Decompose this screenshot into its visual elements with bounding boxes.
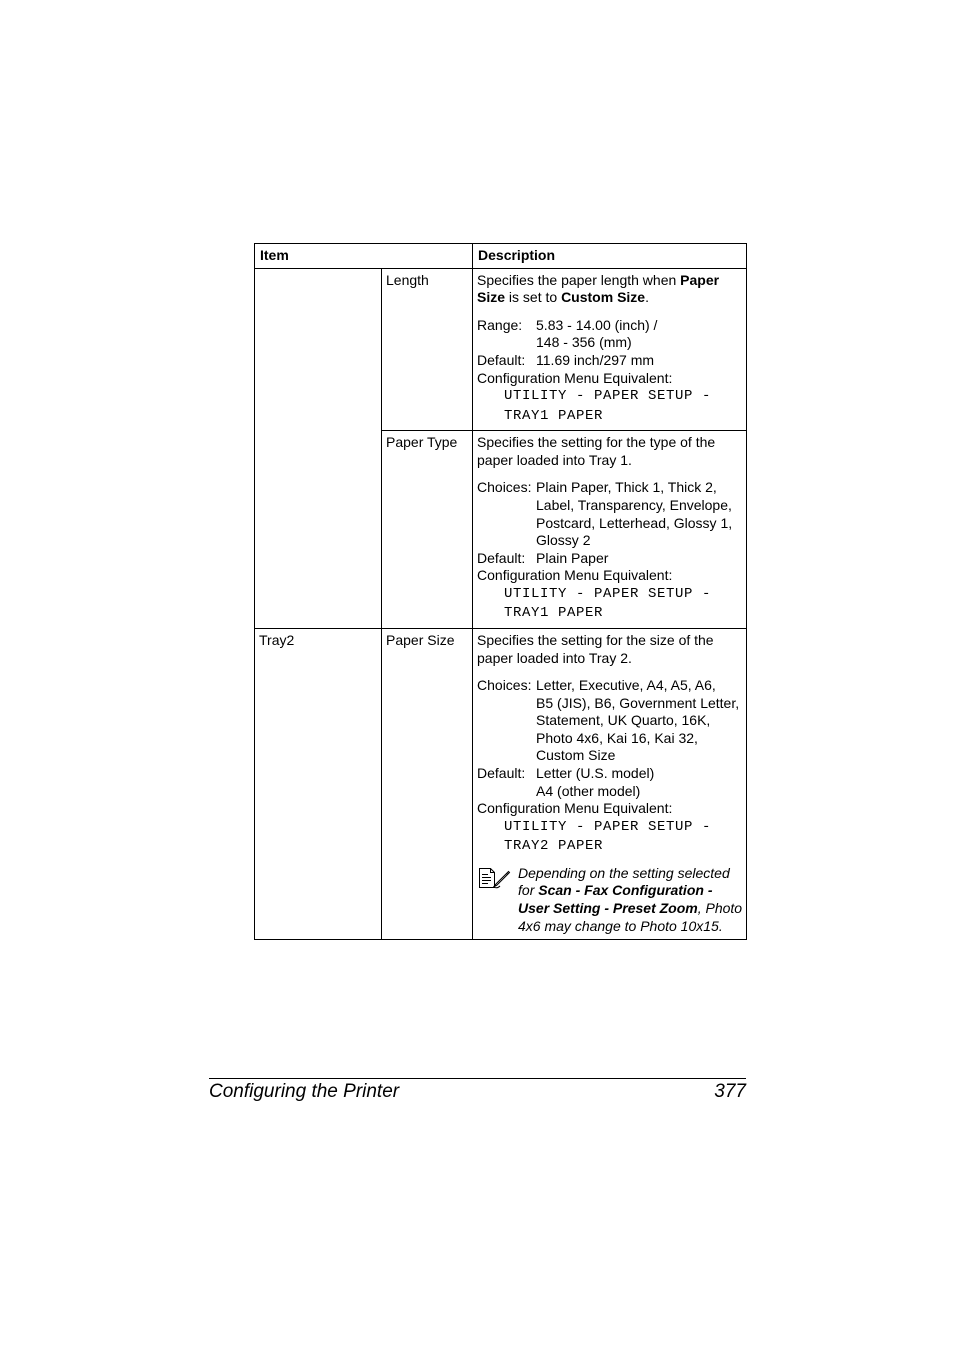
choices-value-cont: Label, Transparency, Envelope, bbox=[536, 496, 732, 513]
default-value: Letter (U.S. model) bbox=[536, 765, 655, 782]
page-number: 377 bbox=[714, 1081, 746, 1102]
config-path: UTILITY - PAPER SETUP - bbox=[504, 818, 712, 835]
intro-bold-value: Custom Size bbox=[561, 289, 646, 306]
default-line bbox=[477, 550, 743, 568]
table-header-row bbox=[255, 244, 747, 269]
default-label: Default: bbox=[477, 765, 526, 782]
config-label: Configuration Menu Equivalent: bbox=[477, 369, 673, 386]
footer-title: Configuring the Printer bbox=[209, 1081, 400, 1102]
intro-text: is set to bbox=[505, 289, 562, 306]
header-description: Description bbox=[473, 244, 747, 269]
choices-line bbox=[477, 479, 743, 497]
description-intro: Specifies the setting for the size of the paper loaded into Tray 2. bbox=[477, 631, 714, 666]
config-path: UTILITY - PAPER SETUP - bbox=[504, 388, 712, 405]
item-cell: Tray2 bbox=[255, 628, 382, 939]
choices-value-cont: Glossy 2 bbox=[536, 532, 591, 549]
item-cell bbox=[255, 268, 382, 628]
choices-label: Choices: bbox=[477, 677, 532, 694]
note-pencil-icon bbox=[477, 865, 518, 935]
choices-value-cont: Statement, UK Quarto, 16K, bbox=[536, 712, 711, 729]
range-line bbox=[477, 317, 743, 335]
description-cell bbox=[473, 268, 747, 431]
note-bold-menu-path: Scan - Fax Configuration - User Setting - Preset Zoom bbox=[518, 882, 713, 917]
choices-value-cont: Custom Size bbox=[536, 747, 616, 764]
note-text-part: Depending on the setting selected for bbox=[518, 864, 730, 899]
config-path-cont: TRAY1 PAPER bbox=[504, 407, 604, 424]
note-text bbox=[518, 865, 743, 935]
config-label: Configuration Menu Equivalent: bbox=[477, 567, 673, 584]
choices-label: Choices: bbox=[477, 479, 532, 496]
range-value-cont: 148 - 356 (mm) bbox=[536, 334, 632, 351]
config-label: Configuration Menu Equivalent: bbox=[477, 800, 673, 817]
choices-value: Plain Paper, Thick 1, Thick 2, bbox=[536, 479, 717, 496]
description-details bbox=[477, 677, 743, 935]
description-intro: Specifies the setting for the type of the paper loaded into Tray 1. bbox=[477, 434, 716, 468]
choices-line bbox=[477, 677, 743, 695]
config-path-cont: TRAY2 PAPER bbox=[504, 838, 604, 855]
choices-value-cont: Postcard, Letterhead, Glossy 1, bbox=[536, 514, 733, 531]
sub-item-cell: Paper Type bbox=[382, 431, 473, 629]
description-intro bbox=[477, 272, 743, 307]
config-path: UTILITY - PAPER SETUP - bbox=[504, 585, 712, 602]
description-cell bbox=[473, 431, 747, 629]
note-text-part: , Photo 4x6 may change to Photo 10x15. bbox=[518, 900, 743, 934]
choices-value-cont: Photo 4x6, Kai 16, Kai 32, bbox=[536, 729, 698, 746]
intro-bold-setting: Paper Size bbox=[477, 271, 720, 306]
default-value: 11.69 inch/297 mm bbox=[536, 351, 655, 368]
range-label: Range: bbox=[477, 316, 523, 333]
sub-item-cell: Length bbox=[382, 268, 473, 431]
sub-item-cell: Paper Size bbox=[382, 628, 473, 939]
choices-value-cont: B5 (JIS), B6, Government Letter, bbox=[536, 694, 740, 711]
table-row bbox=[255, 268, 747, 431]
description-details bbox=[477, 317, 743, 426]
default-value: Plain Paper bbox=[536, 549, 609, 566]
default-value-cont: A4 (other model) bbox=[536, 782, 641, 799]
default-line bbox=[477, 352, 743, 370]
config-path-cont: TRAY1 PAPER bbox=[504, 605, 604, 622]
default-line bbox=[477, 765, 743, 783]
description-details bbox=[477, 479, 743, 624]
header-item: Item bbox=[255, 244, 473, 269]
intro-text: . bbox=[645, 289, 649, 306]
intro-text: Specifies the paper length when bbox=[477, 271, 681, 288]
default-label: Default: bbox=[477, 351, 526, 368]
footer-divider bbox=[209, 1078, 746, 1079]
table-row bbox=[255, 628, 747, 939]
choices-value: Letter, Executive, A4, A5, A6, bbox=[536, 677, 716, 694]
note-box bbox=[477, 865, 743, 935]
default-label: Default: bbox=[477, 549, 526, 566]
description-cell bbox=[473, 628, 747, 939]
range-value: 5.83 - 14.00 (inch) / bbox=[536, 316, 658, 333]
settings-table bbox=[254, 243, 747, 940]
